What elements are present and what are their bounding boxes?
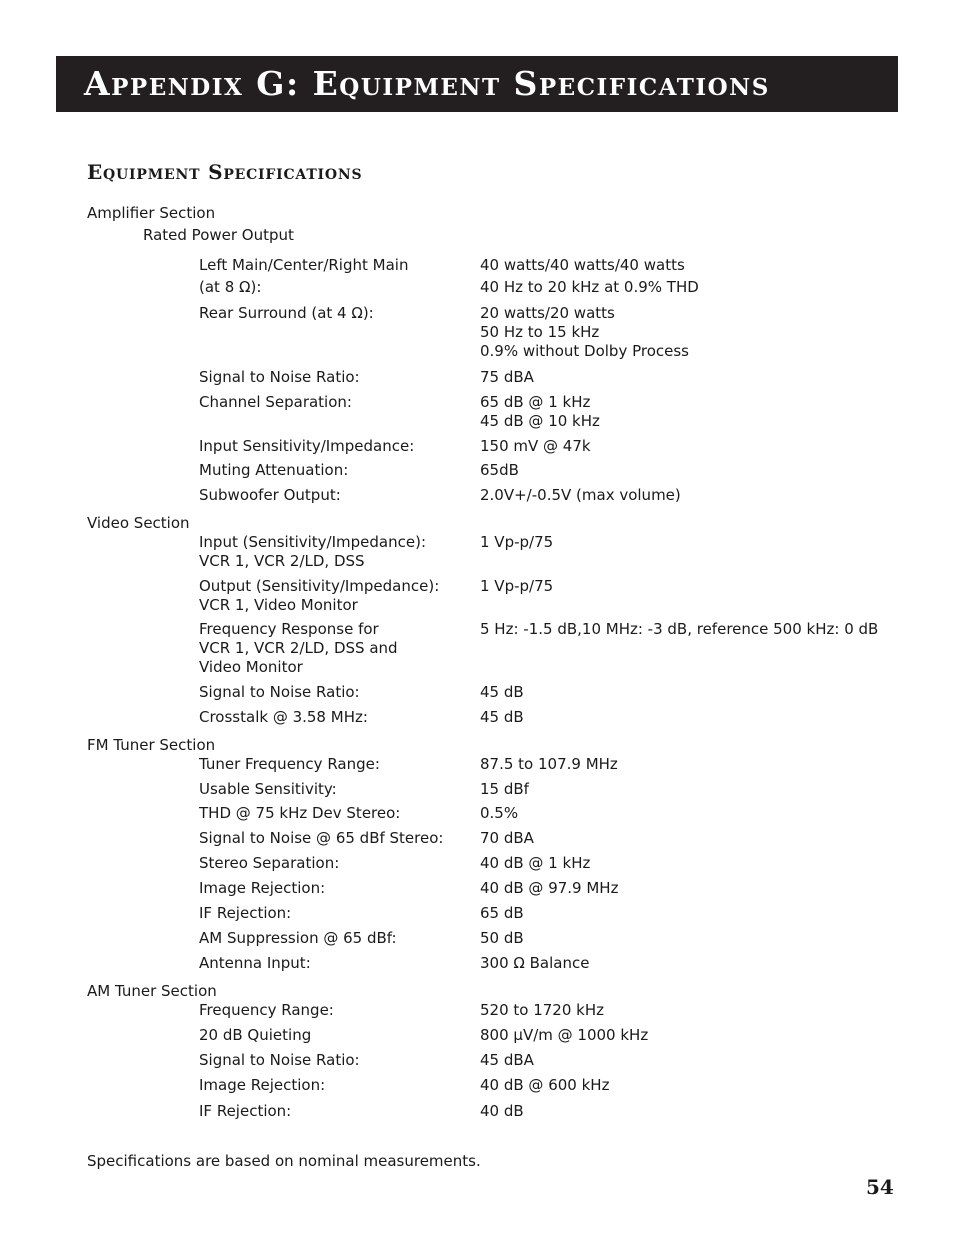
spec-label: Signal to Noise Ratio: bbox=[199, 368, 360, 386]
spec-label: AM Suppression @ 65 dBf: bbox=[199, 929, 397, 947]
spec-label: Image Rejection: bbox=[199, 1076, 326, 1094]
footnote: Specifications are based on nominal measurements. bbox=[87, 1152, 481, 1170]
spec-value: 65 dB @ 1 kHz 45 dB @ 10 kHz bbox=[480, 393, 600, 430]
page-banner bbox=[56, 56, 898, 112]
sub-label-rated-power: Rated Power Output bbox=[143, 226, 294, 244]
group-label-am-tuner: AM Tuner Section bbox=[87, 982, 217, 1000]
spec-value: 2.0V+/-0.5V (max volume) bbox=[480, 486, 681, 504]
spec-label: Frequency Response for VCR 1, VCR 2/LD, DSS and Video Monitor bbox=[199, 620, 398, 676]
spec-label: Frequency Range: bbox=[199, 1001, 334, 1019]
group-label-amplifier: Amplifier Section bbox=[87, 204, 216, 222]
spec-label: Usable Sensitivity: bbox=[199, 780, 337, 798]
spec-value: 40 dB bbox=[480, 1102, 524, 1120]
spec-value: 65dB bbox=[480, 461, 519, 479]
spec-label: IF Rejection: bbox=[199, 904, 292, 922]
spec-value: 45 dBA bbox=[480, 1051, 534, 1069]
group-label-fm-tuner: FM Tuner Section bbox=[87, 736, 216, 754]
spec-label: Antenna Input: bbox=[199, 954, 311, 972]
spec-label: Output (Sensitivity/Impedance): VCR 1, Video Monitor bbox=[199, 577, 440, 614]
spec-label: Image Rejection: bbox=[199, 879, 326, 897]
spec-value: 20 watts/20 watts 50 Hz to 15 kHz 0.9% without Dolby Process bbox=[480, 304, 689, 360]
spec-value: 15 dBf bbox=[480, 780, 529, 798]
spec-label: Rear Surround (at 4 Ω): bbox=[199, 304, 374, 322]
spec-label: Tuner Frequency Range: bbox=[199, 755, 380, 773]
spec-value: 800 µV/m @ 1000 kHz bbox=[480, 1026, 649, 1044]
spec-value: 40 dB @ 1 kHz bbox=[480, 854, 591, 872]
spec-label: THD @ 75 kHz Dev Stereo: bbox=[199, 804, 401, 822]
spec-label: Channel Separation: bbox=[199, 393, 352, 411]
spec-label: IF Rejection: bbox=[199, 1102, 292, 1120]
spec-value: 520 to 1720 kHz bbox=[480, 1001, 605, 1019]
section-heading: Equipment Specifications bbox=[87, 160, 363, 184]
banner-title: Appendix G: Equipment Specifications bbox=[84, 64, 770, 103]
spec-value: 65 dB bbox=[480, 904, 524, 922]
spec-value: 1 Vp-p/75 bbox=[480, 533, 554, 551]
spec-label: Signal to Noise Ratio: bbox=[199, 683, 360, 701]
spec-label: Crosstalk @ 3.58 MHz: bbox=[199, 708, 368, 726]
spec-label: Input (Sensitivity/Impedance): VCR 1, VCR 2/LD, DSS bbox=[199, 533, 426, 570]
spec-label: Muting Attenuation: bbox=[199, 461, 349, 479]
spec-label: Signal to Noise @ 65 dBf Stereo: bbox=[199, 829, 444, 847]
page-number: 54 bbox=[866, 1175, 894, 1199]
spec-value: 87.5 to 107.9 MHz bbox=[480, 755, 618, 773]
spec-value: 40 dB @ 97.9 MHz bbox=[480, 879, 619, 897]
spec-label: Signal to Noise Ratio: bbox=[199, 1051, 360, 1069]
spec-label: 20 dB Quieting bbox=[199, 1026, 312, 1044]
spec-value: 5 Hz: -1.5 dB,10 MHz: -3 dB, reference 500 kHz: 0 dB bbox=[480, 620, 879, 638]
spec-value: 40 watts/40 watts/40 watts 40 Hz to 20 kHz at 0.9% THD bbox=[480, 256, 699, 296]
spec-label: Input Sensitivity/Impedance: bbox=[199, 437, 415, 455]
spec-value: 50 dB bbox=[480, 929, 524, 947]
spec-label: Subwoofer Output: bbox=[199, 486, 341, 504]
group-label-video: Video Section bbox=[87, 514, 190, 532]
spec-value: 70 dBA bbox=[480, 829, 534, 847]
spec-value: 150 mV @ 47k bbox=[480, 437, 591, 455]
spec-value: 45 dB bbox=[480, 683, 524, 701]
spec-value: 45 dB bbox=[480, 708, 524, 726]
spec-value: 300 Ω Balance bbox=[480, 954, 590, 972]
spec-value: 0.5% bbox=[480, 804, 519, 822]
spec-value: 75 dBA bbox=[480, 368, 534, 386]
spec-value: 40 dB @ 600 kHz bbox=[480, 1076, 610, 1094]
spec-label: Stereo Separation: bbox=[199, 854, 340, 872]
spec-value: 1 Vp-p/75 bbox=[480, 577, 554, 595]
spec-label: Left Main/Center/Right Main (at 8 Ω): bbox=[199, 256, 409, 296]
